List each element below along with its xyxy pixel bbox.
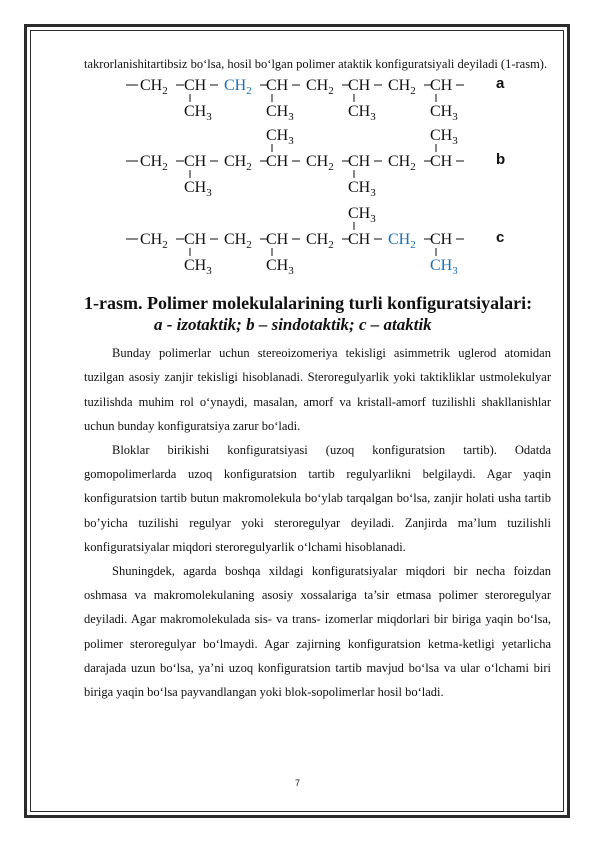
chain-group: CH [266, 77, 289, 95]
methyl-group-lower: $CH_3$ [266, 257, 294, 278]
chain-group: CH [348, 153, 371, 171]
chain-group: $CH_2$ [388, 231, 416, 252]
chain-group: CH [184, 153, 207, 171]
chain-group: $CH_2$ [224, 153, 252, 174]
chain-group: CH [348, 231, 371, 249]
methyl-group-lower: $CH_3$ [348, 179, 376, 200]
methyl-group-lower: $CH_3$ [184, 179, 212, 200]
configuration-tag: b [496, 151, 506, 169]
chain-group: CH [430, 231, 453, 249]
configuration-tag: a [496, 76, 505, 93]
chain-group: $CH_2$ [140, 153, 168, 174]
chain-group: $CH_2$ [140, 231, 168, 252]
page-content [84, 52, 551, 704]
methyl-group-lower: $CH_3$ [430, 257, 458, 278]
polymer-configuration-figure [84, 76, 551, 292]
methyl-group-lower: $CH_3$ [184, 257, 212, 278]
chain-group: CH [430, 153, 453, 171]
chain-group: $CH_2$ [306, 77, 334, 98]
methyl-group-lower: $CH_3$ [184, 103, 212, 124]
paragraph-steroregularity: Shuningdek, agarda boshqa xildagi konfiguratsiyalar miqdori bir necha foizdan oshmasa va makromolekulaning asosiy xossalariga ta’sir etmasa polimer steroregulyar deyiladi. Agar makromolekulada sis- va trans- izomerlar miqdorlari bir biriga yaqin bo‘lsa, polimer steroregulyar bo‘lmaydi. Agar zajirning konfiguratsion ketma-ketligi yetarlicha darajada uzun bo‘lsa, ya’ni uzoq konfiguratsion tartib mavjud bo‘lsa va ular o‘lchami biri biriga yaqin bo‘lsa payvandlangan yoki blok-sopolimerlar hosil bo‘ladi. [84, 564, 551, 700]
chain-group: $CH_2$ [224, 231, 252, 252]
chain-group: $CH_2$ [306, 231, 334, 252]
chain-group: $CH_2$ [140, 77, 168, 98]
chain-group: $CH_2$ [388, 77, 416, 98]
chain-group: $CH_2$ [224, 77, 252, 98]
chain-group: $CH_2$ [306, 153, 334, 174]
chain-group: CH [266, 231, 289, 249]
methyl-group-lower: $CH_3$ [266, 103, 294, 124]
chain-group: CH [266, 153, 289, 171]
methyl-group-upper: $CH_3$ [430, 127, 458, 148]
figure-caption-title: 1-rasm. Polimer molekulalarining turli konfiguratsiyalari: [84, 293, 533, 314]
methyl-group-upper: $CH_3$ [266, 127, 294, 148]
configuration-tag: c [496, 229, 505, 247]
intro-paragraph: takrorlanishitartibsiz bo‘lsa, hosil bo‘lgan polimer ataktik konfiguratsiyali deyiladi (1-rasm). [84, 57, 548, 71]
chain-group: CH [184, 77, 207, 95]
figure-caption-legend: a - izotaktik; b – sindotaktik; c – ataktik [154, 315, 432, 335]
chain-group: CH [184, 231, 207, 249]
chain-group: $CH_2$ [388, 153, 416, 174]
chain-group: CH [348, 77, 371, 95]
methyl-group-lower: $CH_3$ [348, 103, 376, 124]
chain-group: CH [430, 77, 453, 95]
paragraph-stereoisomerism: Bunday polimerlar uchun stereoizomeriya tekisligi asimmetrik uglerod atomidan tuzilgan asosiy zanjir tekisligi hisoblanadi. Steroregulyarlik yoki taktikliklar ustmolekulyar tuzilishda muhim rol o‘ynaydi, masalan, amorf va kristall-amorf tuzilishli shakllanishlar uchun bunday konfiguratsiya zarur bo‘ladi. [84, 346, 551, 433]
methyl-group-upper: $CH_3$ [348, 205, 376, 226]
paragraph-block-configuration: Bloklar birikishi konfiguratsiyasi (uzoq konfiguratsion tartib). Odatda gomopolimerlarda uzoq konfiguratsion tartib regulyarlikni belgilaydi. Agar yaqin konfiguratsion tartib butun makromolekula bo‘ylab tarqalgan bo‘lsa, zanjir holati usha tartib bo’yicha tuzilishi regulyar yoki steroregulyar deyiladi. Zanjirda ma’lum tuzilishli konfiguratsiyalar miqdori steroregulyarlik o‘lchami hisoblanadi. [84, 443, 551, 554]
page-number: 7 [294, 778, 300, 788]
methyl-group-lower: $CH_3$ [430, 103, 458, 124]
